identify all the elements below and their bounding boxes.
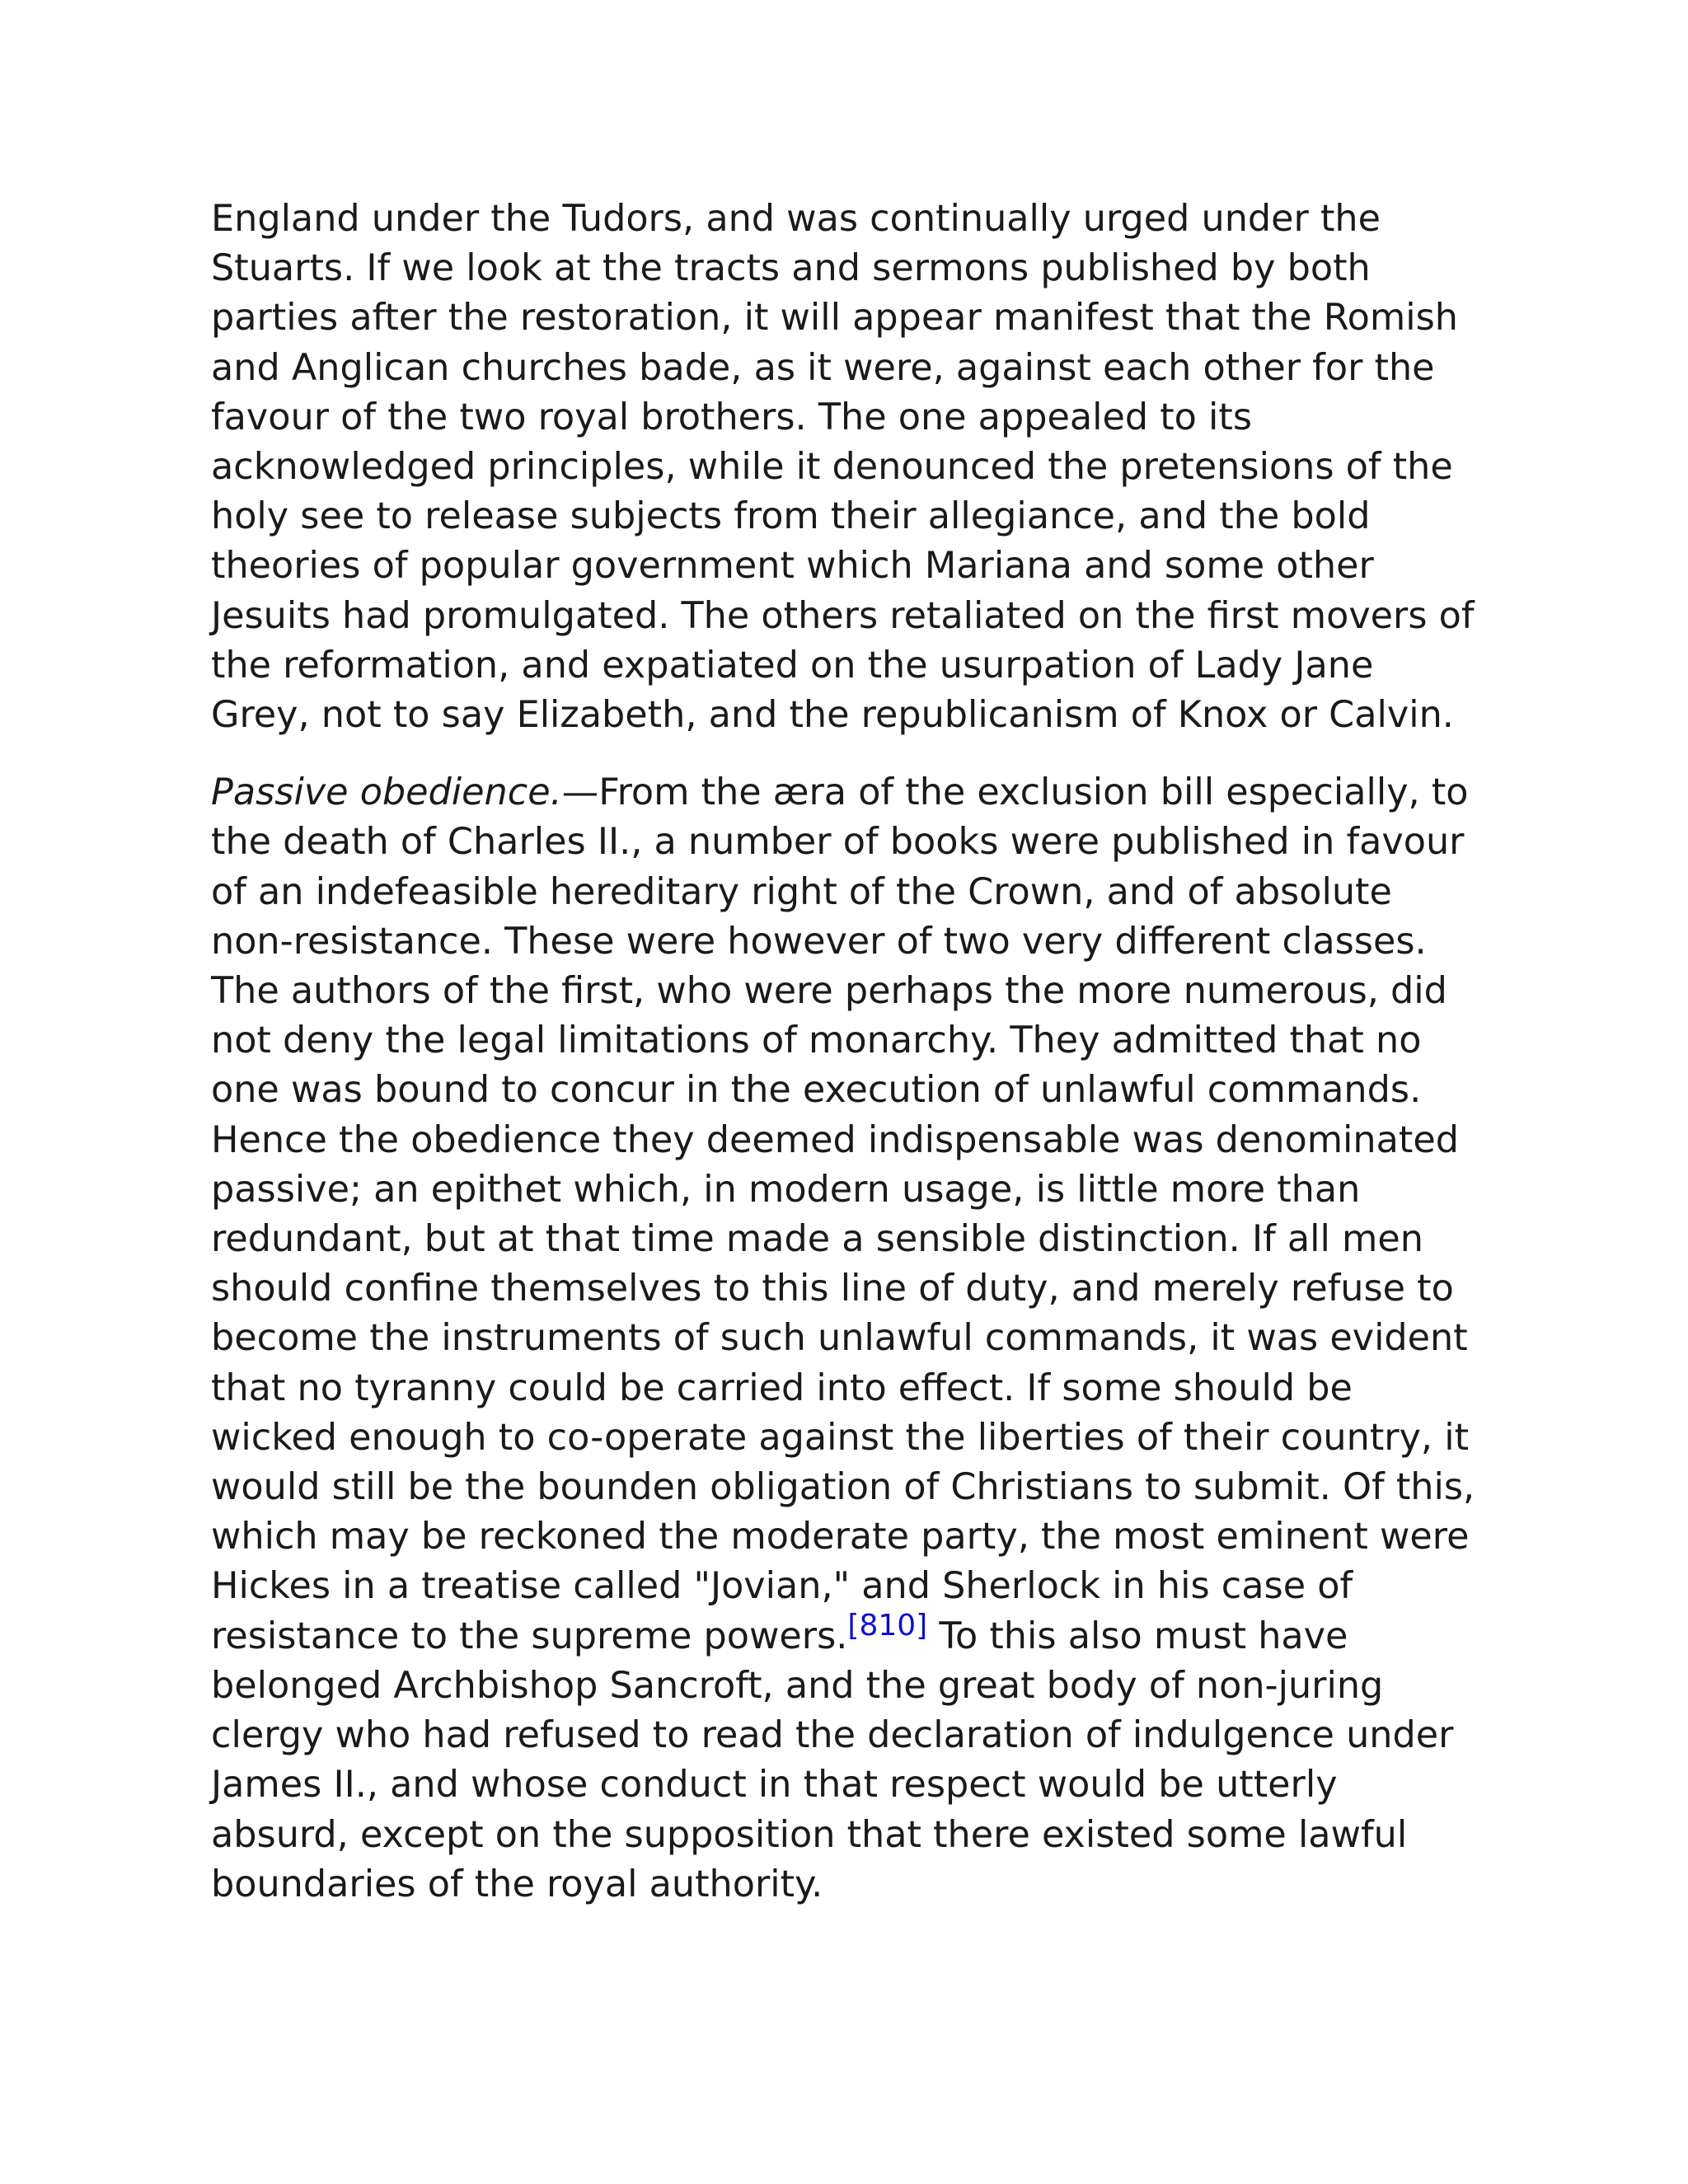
page-body [211,194,1497,1910]
footnote-ref-link[interactable]: [810] [847,1608,928,1643]
text-line: absurd, except on the supposition that there existed some lawful [211,1813,1408,1856]
text-line: become the instruments of such unlawful commands, it was evident [211,1317,1468,1360]
text-line: theories of popular government which Mariana and some other [211,545,1374,588]
text-line: non-resistance. These were however of two very different classes. [211,920,1427,963]
text-line: passive; an epithet which, in modern usage, is little more than [211,1168,1361,1211]
text-line: Hickes in a treatise called "Jovian," and Sherlock in his case of [211,1565,1353,1608]
text-line: wicked enough to co-operate against the liberties of their country, it [211,1416,1470,1459]
text-line: of an indefeasible hereditary right of the Crown, and of absolute [211,870,1392,913]
text-line: favour of the two royal brothers. The one appealed to its [211,396,1253,438]
text-line: boundaries of the royal authority. [211,1863,823,1905]
text-line: would still be the bounden obligation of Christians to submit. Of this, [211,1466,1475,1509]
text-line: Stuarts. If we look at the tracts and sermons published by both [211,247,1371,290]
text-line: Hence the obedience they deemed indispensable was denominated [211,1118,1459,1161]
text-line: acknowledged principles, while it denounced the pretensions of the [211,446,1453,489]
text-line: should confine themselves to this line of duty, and merely refuse to [211,1268,1454,1310]
text-line: The authors of the first, who were perhaps the more numerous, did [211,970,1447,1013]
text-line: parties after the restoration, it will appear manifest that the Romish [211,297,1458,340]
text-line: Grey, not to say Elizabeth, and the republicanism of Knox or Calvin. [211,694,1454,737]
section-lead-italic: Passive obedience. [211,771,562,814]
text-line: the death of Charles II., a number of books were published in favour [211,821,1465,864]
text-line: James II., and whose conduct in that respect would be utterly [211,1764,1338,1807]
text-line: belonged Archbishop Sancroft, and the great body of non-juring [211,1664,1384,1707]
paragraph-1 [211,194,1497,740]
footnote-line-after: To this also must have [927,1615,1348,1657]
text-line: Jesuits had promulgated. The others retaliated on the first movers of [211,594,1475,637]
paragraph-2 [211,768,1497,1910]
text-line: England under the Tudors, and was continually urged under the [211,198,1381,240]
text-line: not deny the legal limitations of monarchy. They admitted that no [211,1019,1422,1062]
text-line-first [211,768,1497,818]
text-line: and Anglican churches bade, as it were, against each other for the [211,346,1435,389]
text-line: that no tyranny could be carried into effect. If some should be [211,1366,1353,1409]
text-line: holy see to release subjects from their allegiance, and the bold [211,495,1371,538]
text-line: which may be reckoned the moderate party, the most eminent were [211,1516,1470,1558]
first-line-text: —From the æra of the exclusion bill especially, to [561,771,1469,814]
text-line: the reformation, and expatiated on the usurpation of Lady Jane [211,644,1374,687]
footnote-line-before: resistance to the supreme powers. [211,1615,848,1657]
text-line-with-footnote [211,1608,1497,1661]
text-line: redundant, but at that time made a sensible distinction. If all men [211,1218,1423,1261]
text-line: clergy who had refused to read the declaration of indulgence under [211,1714,1454,1757]
text-line: one was bound to concur in the execution of unlawful commands. [211,1069,1422,1112]
